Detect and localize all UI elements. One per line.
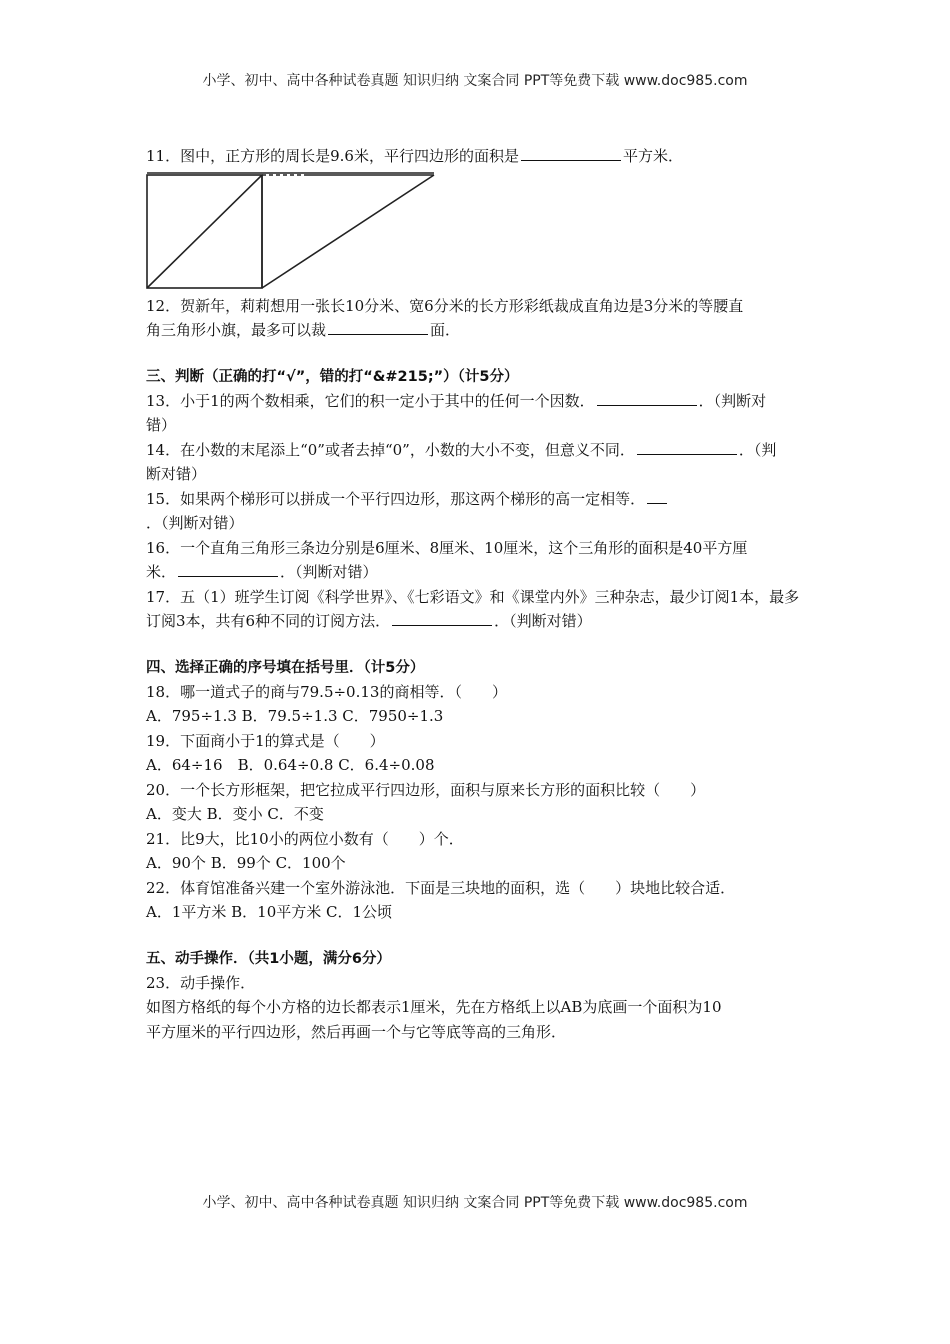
q23-title: 23．动手操作． xyxy=(146,973,256,992)
q21-text: 21．比9大，比10小的两位小数有（ ）个． xyxy=(146,829,464,848)
q20-text: 20．一个长方形框架，把它拉成平行四边形，面积与原来长方形的面积比较（ ） xyxy=(146,780,706,799)
q12-unit: 面． xyxy=(430,321,461,339)
question-18 xyxy=(146,680,810,729)
q14-tail: ．（判 xyxy=(738,440,777,459)
q13-tail: ．（判断对 xyxy=(698,391,767,410)
q22-text: 22．体育馆准备兴建一个室外游泳池．下面是三块地的面积，选（ ）块地比较合适． xyxy=(146,878,736,897)
q15-tail: ．（判断对错） xyxy=(146,514,244,532)
square-diagonal xyxy=(147,175,262,288)
q18-options: A．795÷1.3 B．79.5÷1.3 C．7950÷1.3 xyxy=(146,707,444,725)
question-23 xyxy=(146,971,810,1045)
answer-blank[interactable] xyxy=(178,562,278,577)
exam-content xyxy=(146,144,810,1044)
q22-options: A．1平方米 B．10平方米 C．1公顷 xyxy=(146,903,393,921)
question-21 xyxy=(146,827,810,876)
question-13 xyxy=(146,389,810,438)
q21-options: A．90个 B．99个 C．100个 xyxy=(146,854,346,872)
q14-text: 14．在小数的末尾添上“0”或者去掉“0”，小数的大小不变，但意义不同． xyxy=(146,440,635,459)
page-footer: 小学、初中、高中各种试卷真题 知识归纳 文案合同 PPT等免费下载 www.doc985.com xyxy=(202,1195,748,1211)
q17-text2: 订阅3本，共有6种不同的订阅方法． xyxy=(146,612,391,630)
q11-unit: 平方米． xyxy=(622,147,683,165)
q19-options: A．64÷16 B．0.64÷0.8 C．6.4÷0.08 xyxy=(146,756,435,774)
q13-text: 13．小于1的两个数相乘，它们的积一定小于其中的任何一个因数． xyxy=(146,391,595,410)
question-17 xyxy=(146,585,810,634)
q23-body-line2: 平方厘米的平行四边形，然后再画一个与它等底等高的三角形． xyxy=(146,1022,567,1041)
q16-text: 16．一个直角三角形三条边分别是6厘米、8厘米、10厘米，这个三角形的面积是40平方厘 xyxy=(146,538,748,557)
q16-text2: 米． xyxy=(146,563,177,581)
q12-line1: 12．贺新年，莉莉想用一张长10分米、宽6分米的长方形彩纸裁成直角边是3分米的等腰直 xyxy=(146,296,744,315)
answer-blank[interactable] xyxy=(637,440,737,455)
answer-blank[interactable] xyxy=(597,391,697,406)
q13-tail2: 错） xyxy=(146,416,177,434)
question-14 xyxy=(146,438,810,487)
q18-text: 18．哪一道式子的商与79.5÷0.13的商相等．（ ） xyxy=(146,682,507,701)
section-3-title: 三、判断（正确的打“√”，错的打“&#215;”）（计5分） xyxy=(146,368,519,385)
answer-blank[interactable] xyxy=(647,489,667,504)
square-parallelogram-figure xyxy=(146,172,810,292)
q19-text: 19．下面商小于1的算式是（ ） xyxy=(146,731,385,750)
q12-text: 角三角形小旗，最多可以裁 xyxy=(146,321,327,339)
q11-text: 11．图中，正方形的周长是9.6米，平行四边形的面积是 xyxy=(146,147,519,165)
question-19 xyxy=(146,729,810,778)
q23-body-line1: 如图方格纸的每个小方格的边长都表示1厘米，先在方格纸上以AB为底画一个面积为10 xyxy=(146,998,722,1016)
question-15 xyxy=(146,487,810,536)
q14-tail2: 断对错） xyxy=(146,465,207,483)
q16-tail: ．（判断对错） xyxy=(280,563,378,581)
q20-options: A．变大 B．变小 C．不变 xyxy=(146,805,324,823)
q15-text: 15．如果两个梯形可以拼成一个平行四边形，那这两个梯形的高一定相等． xyxy=(146,489,646,508)
geometry-diagram xyxy=(146,172,446,292)
section-4-title: 四、选择正确的序号填在括号里．（计5分） xyxy=(146,659,425,676)
question-20 xyxy=(146,778,810,827)
answer-blank[interactable] xyxy=(521,146,621,161)
parallelogram-right-side xyxy=(262,175,434,288)
answer-blank[interactable] xyxy=(392,611,492,626)
q17-text: 17．五（1）班学生订阅《科学世界》、《七彩语文》和《课堂内外》三种杂志，最少订阅1本，最多 xyxy=(146,587,800,606)
page-header: 小学、初中、高中各种试卷真题 知识归纳 文案合同 PPT等免费下载 www.doc985.com xyxy=(202,73,748,89)
question-16 xyxy=(146,536,810,585)
question-22 xyxy=(146,876,810,925)
question-12 xyxy=(146,294,810,343)
question-11 xyxy=(146,144,810,169)
q17-tail: ．（判断对错） xyxy=(494,612,592,630)
answer-blank[interactable] xyxy=(328,320,428,335)
section-5-title: 五、动手操作．（共1小题，满分6分） xyxy=(146,950,391,967)
